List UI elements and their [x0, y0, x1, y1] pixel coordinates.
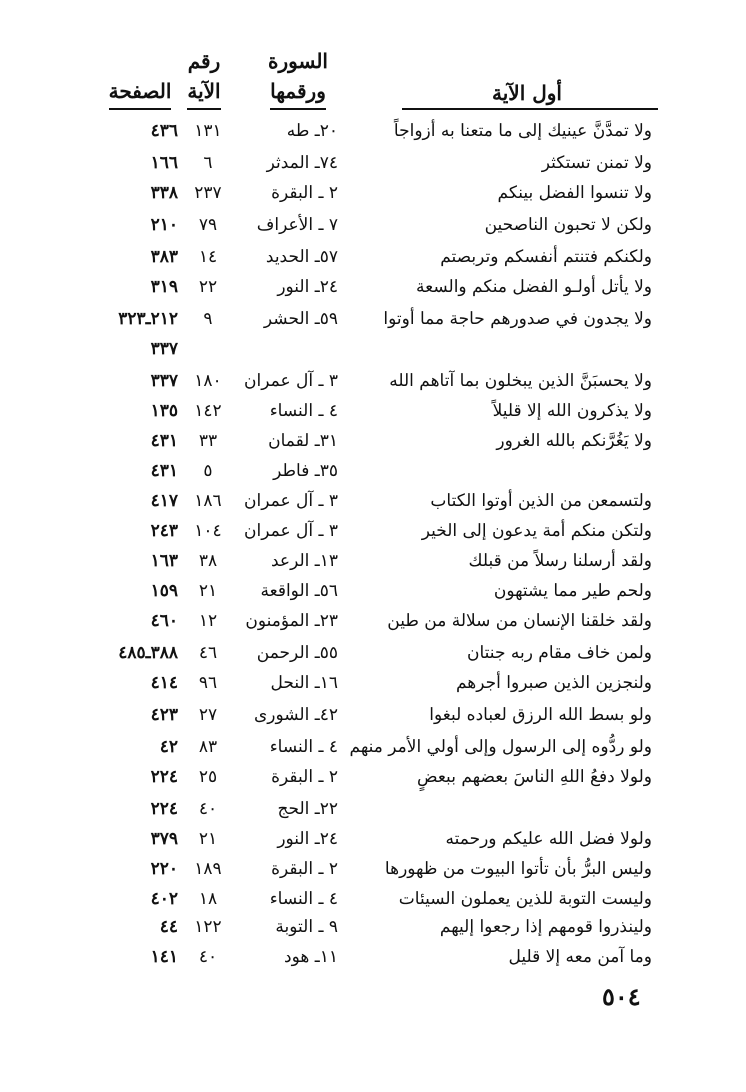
ayah-text: ولنجزين الذين صبروا أجرهم	[455, 673, 652, 693]
table-row	[0, 178, 746, 209]
page-ref: ٤٣٦	[150, 121, 178, 141]
table-row	[0, 942, 746, 973]
table-row	[0, 426, 746, 457]
ayah-number: ٢٢	[198, 277, 218, 297]
table-row	[0, 794, 746, 825]
ayah-number: ١٣١	[194, 121, 222, 141]
ayah-number: ٧٩	[198, 215, 218, 235]
ayah-text: وليست التوبة للذين يعملون السيئات	[398, 889, 652, 909]
surah-name: ٢ ـ البقرة	[271, 859, 338, 879]
ayah-number: ١٢	[198, 611, 218, 631]
header-ayah-line1: رقم	[187, 49, 221, 73]
page-ref: ٢٢٤	[150, 799, 178, 819]
ayah-number: ٩٦	[198, 673, 218, 693]
page-ref: ٣٣٧	[150, 339, 178, 359]
ayah-text: ولا يحسبَنَّ الذين يبخلون بما آتاهم الله	[389, 371, 652, 391]
page-ref: ٢٢٤	[150, 767, 178, 787]
header-surah-line1: السورة	[268, 49, 328, 73]
ayah-number: ٦	[203, 153, 213, 173]
surah-name: ٥٥ـ الرحمن	[256, 643, 338, 663]
surah-name: ٢ ـ البقرة	[271, 183, 338, 203]
ayah-number: ٤٠	[198, 947, 218, 967]
ayah-number: ١٨٦	[194, 491, 222, 511]
ayah-number: ٣٣	[198, 431, 218, 451]
surah-name: ١٦ـ النحل	[270, 673, 338, 693]
ayah-number: ١٤	[198, 247, 218, 267]
table-row	[0, 272, 746, 303]
ayah-text: ولا يَغُرَّنكم بالله الغرور	[496, 431, 652, 451]
ayah-number: ٢١	[198, 581, 218, 601]
table-row	[0, 546, 746, 577]
ayah-text: ولينذروا قومهم إذا رجعوا إليهم	[439, 917, 652, 937]
surah-name: ٧٤ـ المدثر	[266, 153, 338, 173]
ayah-text: ولو ردُّوه إلى الرسول وإلى أولي الأمر منهم	[349, 737, 652, 757]
ayah-text: ولا تنسوا الفضل بينكم	[497, 183, 652, 203]
ayah-text: ولكن لا تحبون الناصحين	[484, 215, 652, 235]
ayah-text: ولا تمنن تستكثر	[541, 153, 652, 173]
surah-name: ٢٤ـ النور	[277, 277, 338, 297]
page-ref: ١٦٦	[150, 153, 178, 173]
page-ref: ٢٤٣	[150, 521, 178, 541]
ayah-text: ولتكن منكم أمة يدعون إلى الخير	[421, 521, 652, 541]
table-row	[0, 334, 746, 365]
page-ref: ٣١٩	[150, 277, 178, 297]
page-ref: ٣٣٧	[150, 371, 178, 391]
surah-name: ٤ ـ النساء	[269, 737, 338, 757]
page-ref: ٤٦٠	[150, 611, 178, 631]
page-ref: ١٥٩	[150, 581, 178, 601]
page-ref: ٤٢	[159, 737, 178, 757]
ayah-text: ولا يجدون في صدورهم حاجة مما أوتوا	[383, 309, 652, 329]
page-ref: ٤٣١	[150, 431, 178, 451]
page-ref: ٣٧٩	[150, 829, 178, 849]
page-ref: ٣٣٨	[150, 183, 178, 203]
ayah-number: ٢٧	[198, 705, 218, 725]
surah-name: ٣ ـ آل عمران	[244, 371, 338, 391]
surah-name: ١١ـ هود	[284, 947, 338, 967]
surah-name: ٩ ـ التوبة	[275, 917, 338, 937]
ayah-number: ١٨٠	[194, 371, 222, 391]
ayah-number: ٩	[203, 309, 213, 329]
surah-name: ٣١ـ لقمان	[268, 431, 338, 451]
page-number: ٥٠٤	[602, 982, 641, 1011]
page-ref: ٤١٧	[150, 491, 178, 511]
table-row	[0, 304, 746, 335]
table-row	[0, 912, 746, 943]
page-ref: ٢١٢ـ٣٢٣	[118, 309, 178, 329]
page-ref: ١٦٣	[150, 551, 178, 571]
surah-name: ٢٢ـ الحج	[277, 799, 338, 819]
surah-name: ١٣ـ الرعد	[271, 551, 338, 571]
page-ref: ١٤١	[150, 947, 178, 967]
table-row	[0, 242, 746, 273]
table-row	[0, 762, 746, 793]
surah-name: ٣ ـ آل عمران	[244, 521, 338, 541]
page-ref: ٤٤	[159, 917, 178, 937]
ayah-number: ١٤٢	[194, 401, 222, 421]
header-page-label: الصفحة	[109, 76, 172, 110]
table-row	[0, 576, 746, 607]
surah-name: ٣٥ـ فاطر	[273, 461, 338, 481]
surah-name: ٧ ـ الأعراف	[256, 215, 338, 235]
table-row	[0, 732, 746, 763]
table-row	[0, 456, 746, 487]
ayah-number: ٥	[203, 461, 213, 481]
page-ref: ٣٨٨ـ٤٨٥	[118, 643, 178, 663]
table-row	[0, 210, 746, 241]
page-ref: ٣٨٣	[150, 247, 178, 267]
ayah-text: ولتسمعن من الذين أوتوا الكتاب	[430, 491, 652, 511]
ayah-number: ٤٠	[198, 799, 218, 819]
ayah-number: ٣٨	[198, 551, 218, 571]
page-ref: ٤٠٢	[150, 889, 178, 909]
surah-name: ٢٣ـ المؤمنون	[245, 611, 338, 631]
table-row	[0, 516, 746, 547]
ayah-text: ولقد خلقنا الإنسان من سلالة من طين	[387, 611, 652, 631]
table-row	[0, 854, 746, 885]
page-ref: ٤٢٣	[150, 705, 178, 725]
surah-name: ٥٧ـ الحديد	[265, 247, 338, 267]
table-row	[0, 486, 746, 517]
ayah-text: ولولا دفعُ اللهِ الناسَ بعضهم ببعضٍ	[417, 767, 652, 787]
ayah-number: ٢٥	[198, 767, 218, 787]
ayah-text: ولقد أرسلنا رسلاً من قبلك	[468, 551, 652, 571]
ayah-text: ولكنكم فتنتم أنفسكم وتربصتم	[440, 247, 652, 267]
surah-name: ٤ ـ النساء	[269, 889, 338, 909]
header-first-ayah	[402, 78, 652, 108]
surah-name: ٤٢ـ الشورى	[253, 705, 338, 725]
table-row	[0, 668, 746, 699]
header-page	[100, 76, 180, 110]
table-row	[0, 148, 746, 179]
surah-name: ٢٤ـ النور	[277, 829, 338, 849]
table-row	[0, 638, 746, 669]
surah-name: ٢ ـ البقرة	[271, 767, 338, 787]
table-row	[0, 884, 746, 915]
ayah-number: ٢١	[198, 829, 218, 849]
page-ref: ٢١٠	[150, 215, 178, 235]
header-ayah-line2: الآية	[187, 76, 220, 110]
ayah-text: ولمن خاف مقام ربه جنتان	[467, 643, 652, 663]
page-ref: ٤٣١	[150, 461, 178, 481]
surah-name: ٥٦ـ الواقعة	[260, 581, 338, 601]
header-rule	[402, 108, 658, 110]
surah-name: ٤ ـ النساء	[269, 401, 338, 421]
ayah-number: ١٢٢	[194, 917, 222, 937]
ayah-number: ١٨٩	[194, 859, 222, 879]
ayah-text: ولولا فضل الله عليكم ورحمته	[445, 829, 652, 849]
ayah-number: ١٨	[198, 889, 218, 909]
table-row	[0, 606, 746, 637]
ayah-number: ٤٦	[198, 643, 218, 663]
ayah-text: ولحم طير مما يشتهون	[493, 581, 652, 601]
table-row	[0, 700, 746, 731]
header-ayah-number	[179, 46, 229, 110]
surah-name: ٣ ـ آل عمران	[244, 491, 338, 511]
header-surah-line2: ورقمها	[270, 76, 326, 110]
ayah-text: ولا تمدَّنَّ عينيك إلى ما متعنا به أزواجاً	[393, 121, 652, 141]
table-row	[0, 396, 746, 427]
ayah-text: ولا يذكرون الله إلا قليلاً	[492, 401, 652, 421]
ayah-text: ولو بسط الله الرزق لعباده لبغوا	[429, 705, 652, 725]
table-row	[0, 824, 746, 855]
ayah-text: ولا يأتل أولـو الفضل منكم والسعة	[416, 277, 652, 297]
table-row	[0, 366, 746, 397]
ayah-text: وليس البرُّ بأن تأتوا البيوت من ظهورها	[384, 859, 652, 879]
ayah-number: ١٠٤	[194, 521, 222, 541]
ayah-text: وما آمن معه إلا قليل	[508, 947, 652, 967]
ayah-number: ٨٣	[198, 737, 218, 757]
header-first-ayah-label: أول الآية	[492, 81, 562, 105]
surah-name: ٥٩ـ الحشر	[263, 309, 338, 329]
page-ref: ١٣٥	[150, 401, 178, 421]
table-row	[0, 116, 746, 147]
ayah-number: ٢٣٧	[194, 183, 222, 203]
header-surah	[256, 46, 340, 110]
page-ref: ٤١٤	[150, 673, 178, 693]
page-ref: ٢٢٠	[150, 859, 178, 879]
surah-name: ٢٠ـ طه	[286, 121, 338, 141]
